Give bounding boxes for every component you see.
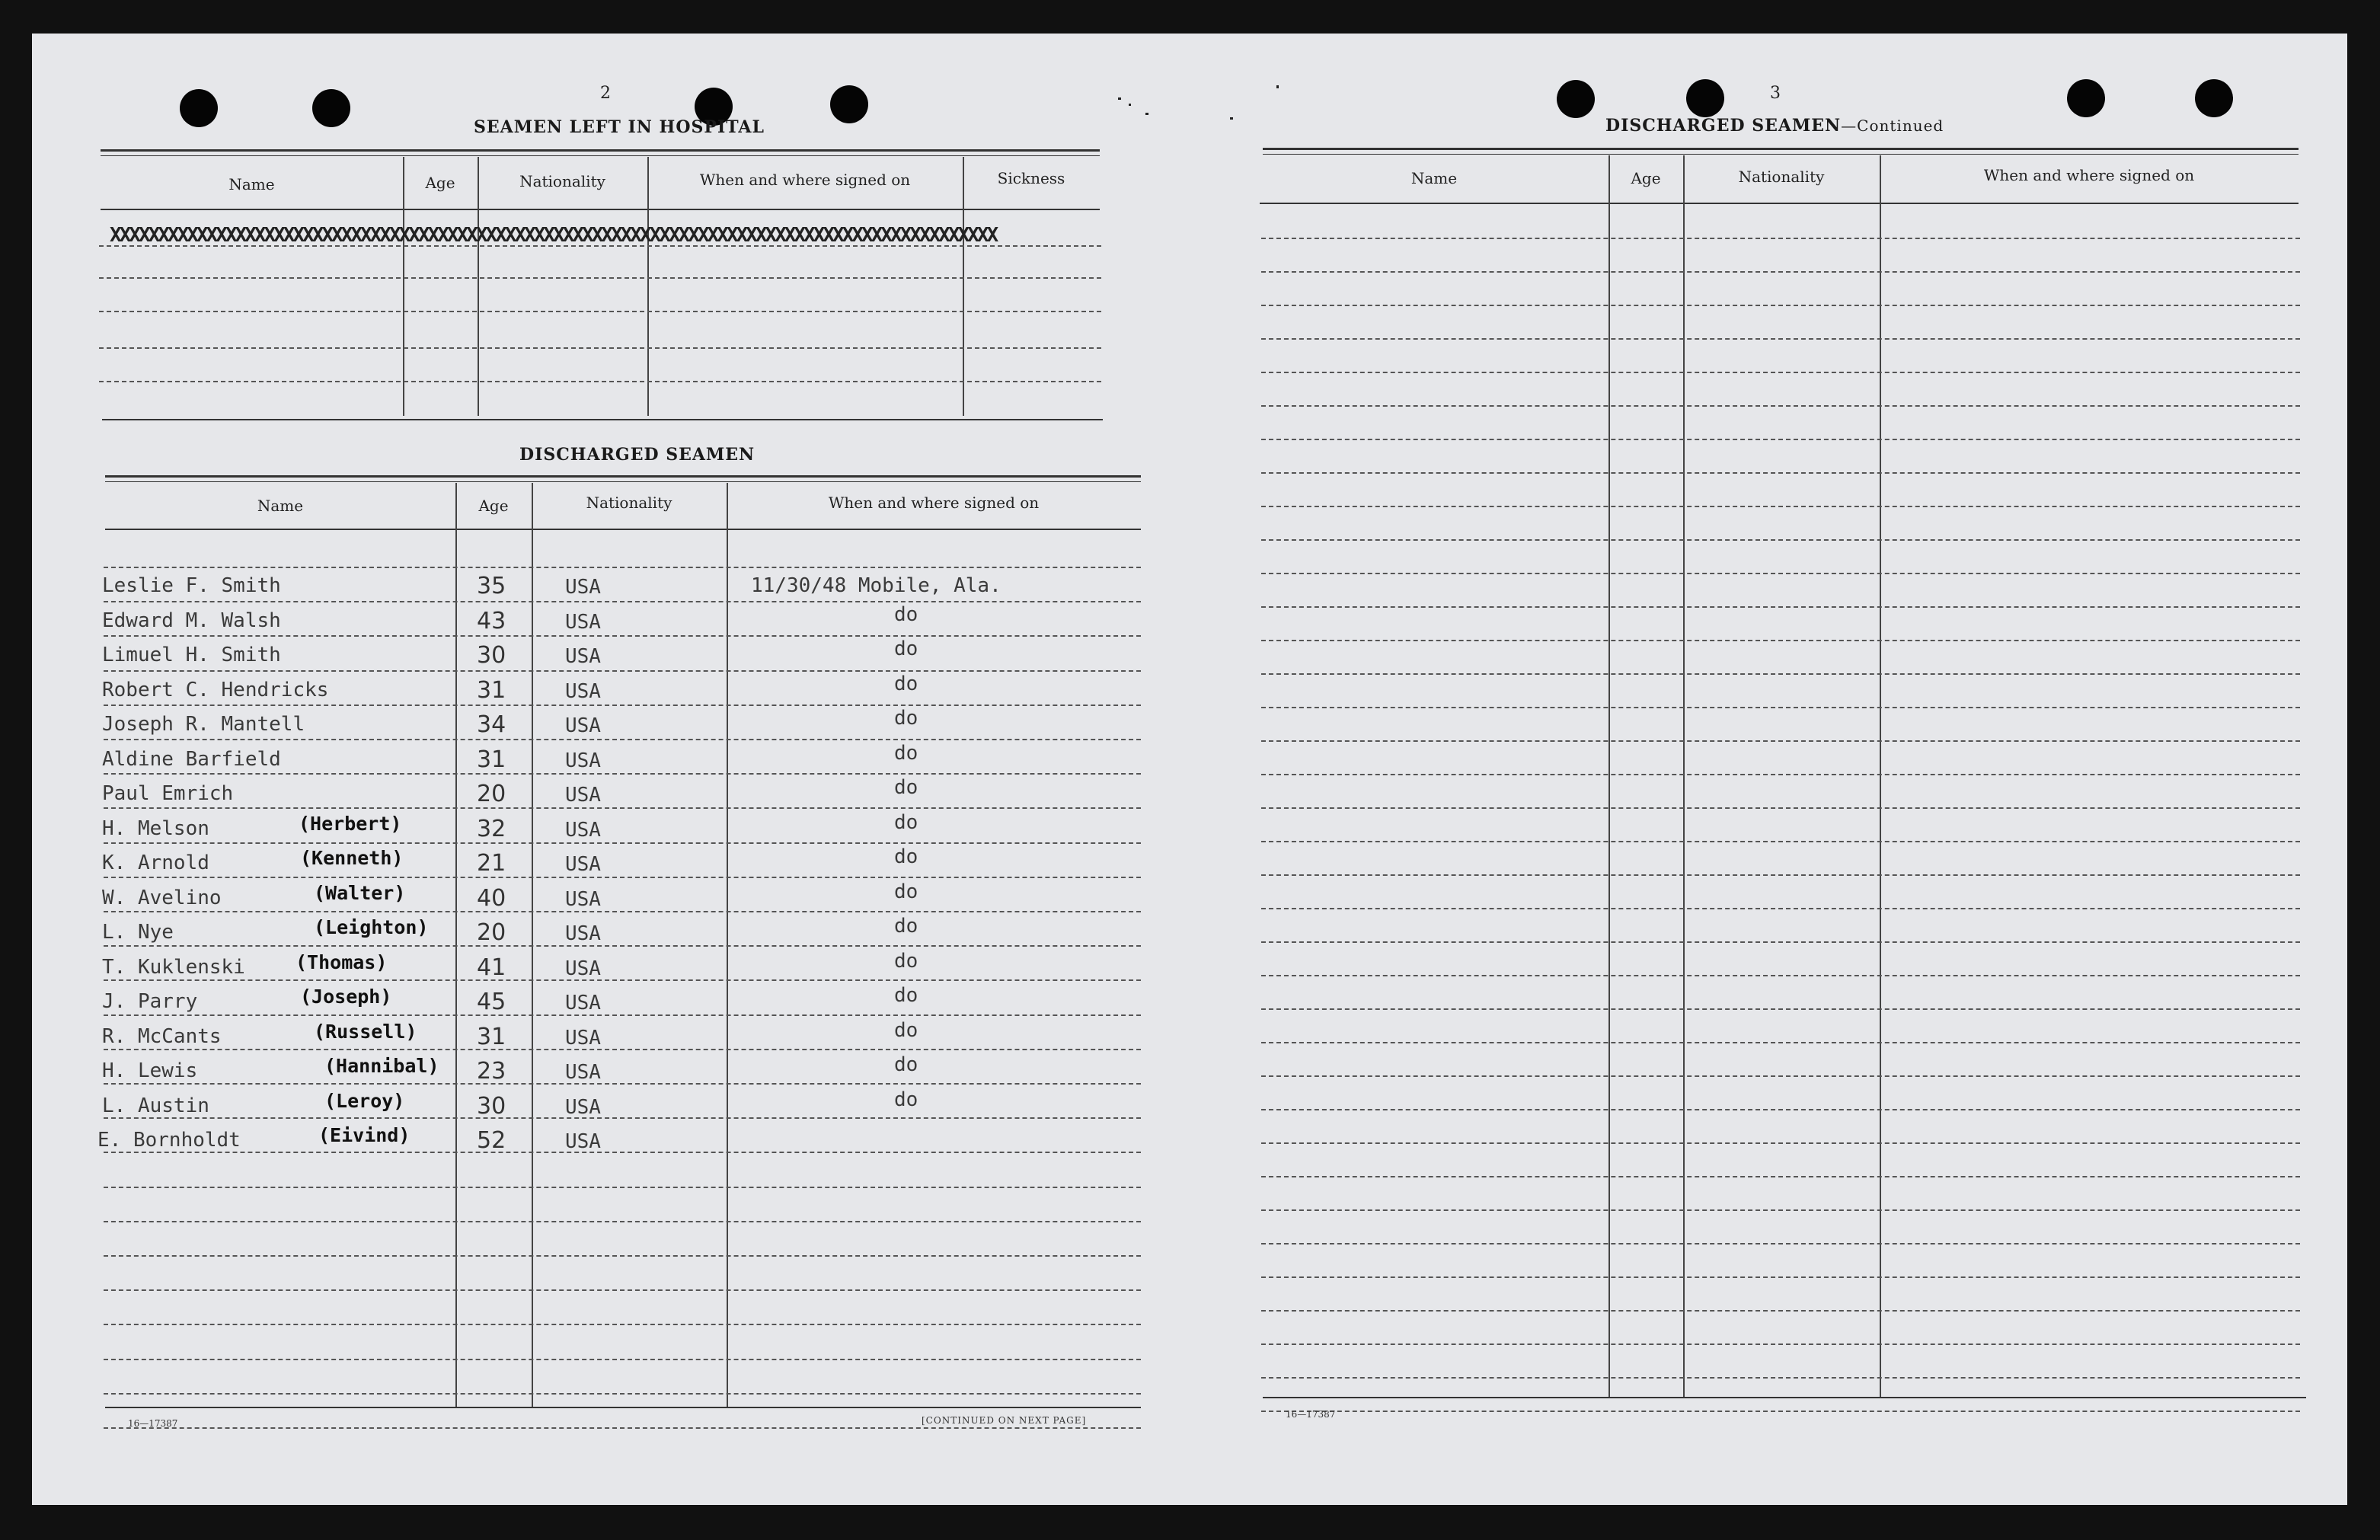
discharged-row-line [104, 567, 1141, 568]
seaman-age: 31 [477, 746, 506, 773]
discharged-row-line [104, 1083, 1141, 1085]
right-row-line [1261, 439, 2300, 440]
discharged-row-line [104, 670, 1141, 672]
right-row-line [1261, 1075, 2300, 1077]
discharged-row-line [104, 1324, 1141, 1325]
seaman-name: Leslie F. Smith [102, 574, 281, 597]
seaman-signed-on: do [894, 1019, 918, 1042]
seaman-signed-on: do [894, 673, 918, 695]
seaman-signed-on: do [894, 915, 918, 938]
discharged-row-line [104, 1187, 1141, 1188]
right-row-line [1261, 1310, 2300, 1312]
seaman-name: Joseph R. Mantell [102, 713, 305, 736]
discharged-row-line [104, 1014, 1141, 1016]
hospital-col-divider [647, 157, 649, 416]
seaman-nationality: USA [565, 1027, 601, 1050]
right-row-line [1261, 573, 2300, 574]
right-col-signed-on: When and where signed on [1983, 166, 2195, 184]
seaman-full-first-name: (Thomas) [296, 951, 388, 973]
seaman-full-first-name: (Eivind) [318, 1124, 411, 1146]
seaman-nationality: USA [565, 957, 601, 980]
speck [1118, 97, 1121, 100]
punch-hole [180, 89, 218, 127]
right-row-line [1261, 372, 2300, 373]
seaman-nationality: USA [565, 819, 601, 842]
seaman-age: 23 [477, 1058, 506, 1085]
seaman-nationality: USA [565, 749, 601, 772]
seaman-full-first-name: (Kenneth) [300, 847, 404, 869]
seaman-signed-on: do [894, 637, 918, 660]
discharged-row-line [104, 635, 1141, 637]
page-number-left: 2 [600, 84, 611, 103]
seaman-full-first-name: (Leroy) [324, 1090, 405, 1112]
seaman-age: 31 [477, 677, 506, 704]
seaman-nationality: USA [565, 1061, 601, 1084]
right-top-rule [1263, 148, 2299, 150]
discharged-row-line [104, 1152, 1141, 1153]
seaman-full-first-name: (Russell) [314, 1021, 417, 1043]
discharged-row-line [104, 945, 1141, 947]
discharged-row-line [104, 842, 1141, 844]
form-number-left: 16—17387 [128, 1418, 178, 1429]
punch-hole [1557, 80, 1595, 118]
discharged-row-line [104, 911, 1141, 912]
hospital-row-line [99, 311, 1101, 312]
seaman-nationality: USA [565, 576, 601, 599]
seaman-age: 45 [477, 989, 506, 1015]
seaman-age: 20 [477, 919, 506, 946]
right-col-nationality: Nationality [1738, 168, 1825, 186]
seaman-age: 34 [477, 711, 506, 738]
form-number-right: 16—17387 [1286, 1409, 1336, 1420]
right-row-line [1261, 640, 2300, 641]
hospital-col-sickness: Sickness [997, 169, 1065, 187]
seaman-name: L. Nye [102, 921, 174, 944]
seaman-age: 30 [477, 1093, 506, 1120]
right-row-line [1261, 740, 2300, 742]
seaman-nationality: USA [565, 714, 601, 737]
right-row-line [1261, 305, 2300, 306]
right-row-line [1261, 506, 2300, 507]
right-row-line [1261, 472, 2300, 474]
hospital-section-title: SEAMEN LEFT IN HOSPITAL [474, 117, 765, 137]
seaman-nationality: USA [565, 888, 601, 911]
hospital-header-rule [101, 209, 1100, 210]
punch-hole [2067, 79, 2105, 117]
seaman-age: 41 [477, 954, 506, 981]
discharged-row-line [104, 705, 1141, 706]
right-row-line [1261, 1344, 2300, 1345]
right-col-age: Age [1631, 169, 1661, 187]
seaman-nationality: USA [565, 853, 601, 876]
page-number-right: 3 [1770, 84, 1781, 103]
right-row-line [1261, 1042, 2300, 1043]
discharged-row-line [104, 1359, 1141, 1360]
continued-note: [CONTINUED ON NEXT PAGE] [922, 1415, 1087, 1426]
right-row-line [1261, 238, 2300, 239]
seaman-signed-on: do [894, 776, 918, 799]
seaman-nationality: USA [565, 922, 601, 945]
seaman-name: H. Lewis [102, 1059, 198, 1082]
continued-section-title [1605, 116, 1944, 136]
right-row-line [1261, 1377, 2300, 1379]
speck [1129, 104, 1131, 106]
discharged-row-line [104, 1221, 1141, 1222]
right-row-line [1261, 1276, 2300, 1278]
seaman-nationality: USA [565, 1130, 601, 1153]
right-row-line [1261, 941, 2300, 943]
discharged-row-line [104, 1393, 1141, 1395]
seaman-signed-on: do [894, 880, 918, 903]
seaman-name: E. Bornholdt [97, 1129, 241, 1152]
right-row-line [1261, 908, 2300, 909]
right-row-line [1261, 807, 2300, 809]
right-row-line [1261, 673, 2300, 675]
seaman-name: T. Kuklenski [102, 956, 245, 979]
right-row-line [1261, 606, 2300, 608]
seaman-age: 43 [477, 608, 506, 634]
hospital-col-age: Age [425, 174, 455, 192]
hospital-row-line [99, 245, 1101, 247]
discharged-row-line [104, 807, 1141, 809]
continued-title-main: DISCHARGED SEAMEN [1605, 116, 1842, 136]
discharged-bottom-rule [105, 1407, 1141, 1408]
seaman-age: 52 [477, 1127, 506, 1154]
discharged-row-line [104, 1049, 1141, 1050]
continued-title-suffix: —Continued [1841, 117, 1944, 135]
discharged-row-line [104, 773, 1141, 775]
seaman-signed-on: do [894, 1053, 918, 1076]
seaman-nationality: USA [565, 680, 601, 703]
seaman-signed-on: 11/30/48 Mobile, Ala. [751, 574, 1002, 597]
seaman-signed-on: do [894, 1088, 918, 1111]
discharged-row-line [104, 739, 1141, 740]
right-row-line [1261, 338, 2300, 340]
punch-hole [2195, 79, 2233, 117]
right-header-rule [1260, 203, 2299, 204]
seaman-name: Paul Emrich [102, 782, 234, 805]
seaman-signed-on: do [894, 811, 918, 834]
discharged-row-line [104, 1255, 1141, 1257]
right-row-line [1261, 774, 2300, 775]
hospital-bottom-rule [102, 419, 1103, 420]
punch-hole [1686, 79, 1724, 117]
hospital-row-line [99, 381, 1101, 382]
hospital-top-rule [101, 149, 1100, 152]
seaman-name: K. Arnold [102, 851, 209, 874]
discharged-col-signed-on: When and where signed on [828, 494, 1040, 512]
speck [1145, 113, 1148, 115]
seaman-nationality: USA [565, 611, 601, 634]
seaman-age: 21 [477, 850, 506, 877]
discharged-row-line [104, 1427, 1141, 1429]
punch-hole [312, 89, 350, 127]
seaman-nationality: USA [565, 645, 601, 668]
right-row-line [1261, 1109, 2300, 1110]
seaman-signed-on: do [894, 603, 918, 626]
seaman-full-first-name: (Hannibal) [324, 1055, 439, 1077]
right-bottom-rule [1263, 1397, 2306, 1398]
seaman-signed-on: do [894, 707, 918, 730]
seaman-name: Aldine Barfield [102, 748, 281, 771]
discharged-col-name: Name [257, 497, 304, 515]
speck [1276, 85, 1279, 88]
hospital-col-name: Name [228, 175, 275, 193]
seaman-full-first-name: (Herbert) [299, 813, 402, 835]
seaman-name: L. Austin [102, 1094, 209, 1117]
hospital-top-rule-2 [101, 155, 1100, 156]
hospital-col-divider [403, 157, 404, 416]
hospital-col-divider [478, 157, 479, 416]
seaman-age: 20 [477, 781, 506, 807]
right-row-line [1261, 1411, 2300, 1412]
seaman-full-first-name: (Leighton) [314, 916, 429, 938]
seaman-age: 35 [477, 573, 506, 599]
right-row-line [1261, 707, 2300, 708]
right-row-line [1261, 975, 2300, 976]
seaman-name: Robert C. Hendricks [102, 679, 329, 701]
seaman-name: R. McCants [102, 1025, 222, 1048]
discharged-row-line [104, 1117, 1141, 1119]
right-row-line [1261, 405, 2300, 407]
seaman-nationality: USA [565, 784, 601, 807]
right-row-line [1261, 1209, 2300, 1211]
document-sheet [32, 34, 2347, 1505]
hospital-struck-entry: XXXXXXXXXXXXXXXXXXXXXXXXXXXXXXXXXXXXXXXXXXXXXXXXXXXXXXXXXXXXXXXXXXXXXXXXXXXXXXXXXXXXXXXXXXXX [110, 224, 997, 247]
seaman-age: 30 [477, 642, 506, 669]
seaman-full-first-name: (Walter) [314, 882, 406, 904]
discharged-row-line [104, 1289, 1141, 1291]
hospital-col-signed-on: When and where signed on [699, 171, 911, 189]
right-row-line [1261, 1243, 2300, 1244]
right-row-line [1261, 874, 2300, 876]
seaman-name: H. Melson [102, 817, 209, 840]
hospital-col-nationality: Nationality [519, 172, 605, 190]
seaman-nationality: USA [565, 992, 601, 1014]
hospital-row-line [99, 277, 1101, 279]
discharged-row-line [104, 877, 1141, 878]
seaman-name: Edward M. Walsh [102, 609, 281, 632]
seaman-full-first-name: (Joseph) [300, 986, 392, 1008]
right-col-name: Name [1410, 169, 1458, 187]
right-row-line [1261, 1142, 2300, 1144]
hospital-col-divider [963, 157, 964, 416]
seaman-name: Limuel H. Smith [102, 644, 281, 666]
seaman-age: 40 [477, 885, 506, 912]
right-row-line [1261, 539, 2300, 541]
right-row-line [1261, 271, 2300, 273]
seaman-name: J. Parry [102, 990, 198, 1013]
seaman-age: 32 [477, 816, 506, 842]
right-row-line [1261, 1008, 2300, 1010]
hospital-row-line [99, 347, 1101, 349]
seaman-signed-on: do [894, 984, 918, 1007]
seaman-age: 31 [477, 1024, 506, 1050]
seaman-name: W. Avelino [102, 887, 222, 909]
discharged-row-line [104, 979, 1141, 981]
discharged-col-age: Age [478, 497, 509, 515]
right-top-rule-2 [1263, 154, 2299, 155]
discharged-top-rule-2 [105, 481, 1141, 482]
seaman-signed-on: do [894, 950, 918, 973]
right-row-line [1261, 841, 2300, 842]
discharged-col-nationality: Nationality [586, 494, 672, 512]
seaman-nationality: USA [565, 1096, 601, 1119]
discharged-section-title: DISCHARGED SEAMEN [519, 445, 756, 465]
discharged-top-rule [105, 475, 1141, 478]
right-row-line [1261, 1176, 2300, 1177]
seaman-signed-on: do [894, 742, 918, 765]
speck [1230, 117, 1233, 120]
discharged-header-rule [105, 529, 1141, 530]
discharged-row-line [104, 601, 1141, 602]
punch-hole [830, 85, 868, 123]
seaman-signed-on: do [894, 845, 918, 868]
